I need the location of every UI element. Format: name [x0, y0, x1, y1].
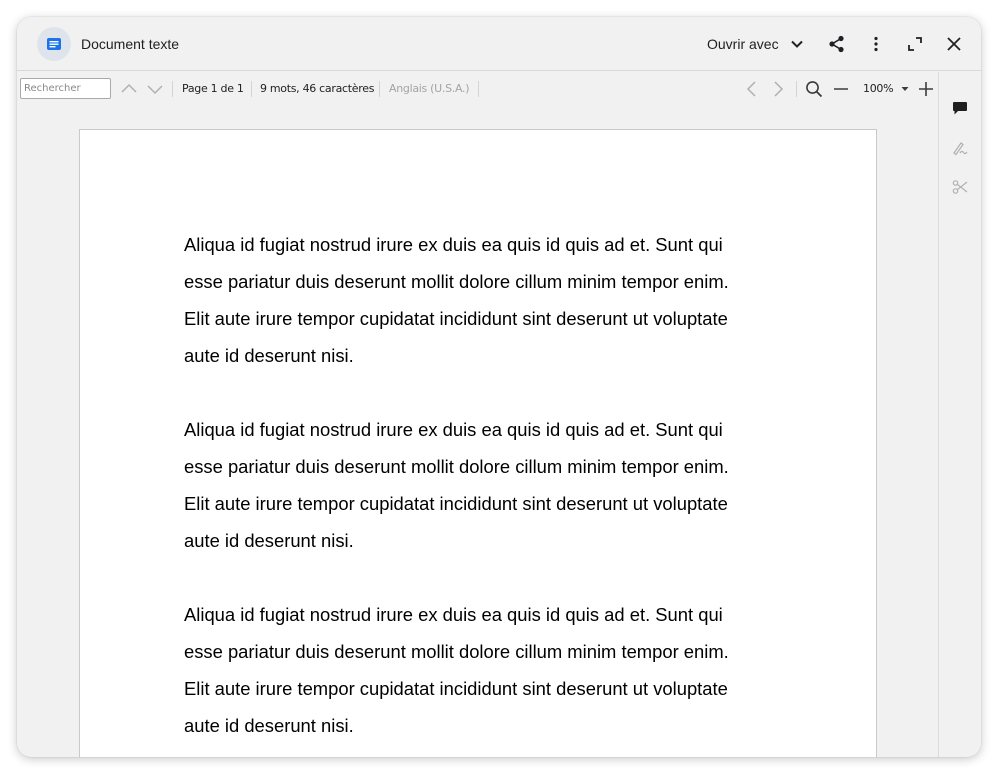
zoom-dropdown-icon[interactable]: [899, 80, 911, 98]
comment-icon[interactable]: [951, 99, 969, 117]
word-count: 9 mots, 46 caractères: [260, 82, 375, 95]
paragraph: [184, 226, 774, 374]
chevron-down-icon[interactable]: [787, 34, 807, 54]
open-with-button[interactable]: [707, 36, 779, 52]
text-line: Aliqua id fugiat nostrud irure ex duis ea quis id quis ad et. Sunt qui: [184, 234, 723, 255]
text-line: aute id deserunt nisi.: [184, 715, 354, 736]
open-with-label: Ouvrir avec: [707, 36, 779, 52]
paragraph: [184, 596, 774, 744]
expand-icon[interactable]: [905, 34, 925, 54]
document-area[interactable]: [17, 106, 938, 757]
title-bar: [17, 17, 981, 71]
toolbar-divider: [379, 81, 380, 97]
find-toolbar: [17, 72, 938, 106]
zoom-out-icon[interactable]: [832, 80, 850, 98]
more-vert-icon[interactable]: [866, 34, 886, 54]
text-line: Elit aute irure tempor cupidatat incididunt sint deserunt ut voluptate: [184, 493, 728, 514]
page-status: Page 1 de 1: [182, 82, 244, 95]
paragraph: [184, 411, 774, 559]
text-line: Aliqua id fugiat nostrud irure ex duis ea quis id quis ad et. Sunt qui: [184, 604, 723, 625]
previous-page-icon[interactable]: [743, 80, 761, 98]
language-status: Anglais (U.S.A.): [389, 82, 470, 95]
window-title: Document texte: [81, 36, 180, 52]
toolbar-divider: [796, 81, 797, 97]
signature-icon[interactable]: [951, 139, 969, 157]
zoom-level[interactable]: 100%: [863, 82, 894, 95]
toolbar-divider: [478, 81, 479, 97]
text-line: Elit aute irure tempor cupidatat incididunt sint deserunt ut voluptate: [184, 308, 728, 329]
search-input[interactable]: [20, 78, 111, 99]
toolbar-divider: [251, 81, 252, 97]
document-page[interactable]: [79, 129, 877, 757]
close-icon[interactable]: [944, 34, 964, 54]
text-line: Aliqua id fugiat nostrud irure ex duis ea quis id quis ad et. Sunt qui: [184, 419, 723, 440]
viewer-window: [17, 17, 981, 757]
toolbar-divider: [172, 81, 173, 97]
search-icon[interactable]: [805, 80, 823, 98]
find-previous-icon[interactable]: [120, 80, 138, 98]
text-line: esse pariatur duis deserunt mollit dolore cillum minim tempor enim.: [184, 641, 729, 662]
docs-icon: [37, 27, 71, 61]
zoom-in-icon[interactable]: [917, 80, 935, 98]
text-line: Elit aute irure tempor cupidatat incididunt sint deserunt ut voluptate: [184, 678, 728, 699]
text-line: esse pariatur duis deserunt mollit dolore cillum minim tempor enim.: [184, 456, 729, 477]
right-sidebar: [938, 72, 981, 757]
scissors-icon[interactable]: [951, 178, 969, 196]
text-line: esse pariatur duis deserunt mollit dolore cillum minim tempor enim.: [184, 271, 729, 292]
text-line: aute id deserunt nisi.: [184, 530, 354, 551]
share-icon[interactable]: [827, 34, 847, 54]
next-page-icon[interactable]: [769, 80, 787, 98]
find-next-icon[interactable]: [146, 80, 164, 98]
text-line: aute id deserunt nisi.: [184, 345, 354, 366]
